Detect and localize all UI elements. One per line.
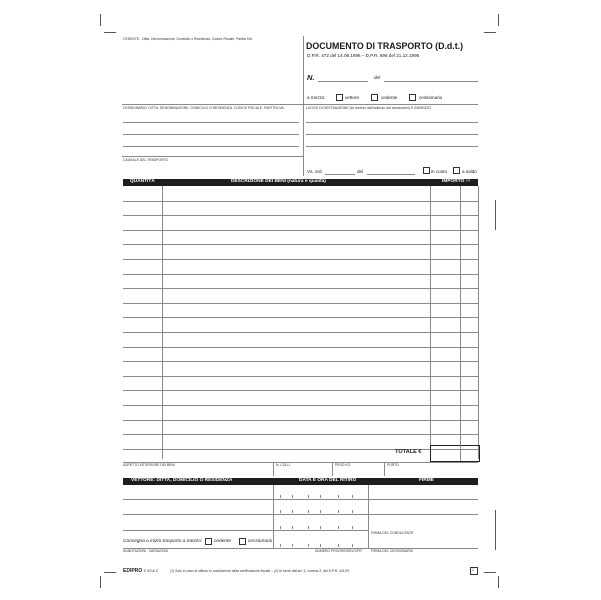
date-label: del — [374, 75, 381, 80]
causale-label: CAUSALE DEL TRASPORTO — [123, 158, 169, 162]
total-divider — [460, 445, 461, 461]
sender-label: CEDENTE - Ditta, Denominazione, Domicilio o Residenza, Codice Fiscale, Partita IVA — [123, 37, 253, 41]
pickup-tick — [280, 526, 281, 529]
pickup-tick — [292, 510, 293, 513]
table-row[interactable] — [123, 244, 478, 245]
table-row[interactable] — [123, 434, 478, 435]
destination-line[interactable] — [306, 134, 478, 135]
cessionario-label: cessionario — [419, 95, 443, 100]
quantity-header: QUANTITÀ — [130, 179, 155, 184]
pickup-tick — [352, 544, 353, 547]
goods-row-line — [123, 462, 478, 463]
crop-mark — [104, 32, 116, 33]
carrier-divider — [368, 485, 369, 549]
table-column-divider — [460, 186, 461, 459]
table-row[interactable] — [123, 317, 478, 318]
vettore-checkbox[interactable] — [336, 94, 343, 101]
pickup-tick — [292, 544, 293, 547]
destination-line[interactable] — [306, 146, 478, 147]
pickup-tick — [320, 544, 321, 547]
table-row[interactable] — [123, 361, 478, 362]
destination-line[interactable] — [306, 122, 478, 123]
signatures-header: FIRME — [419, 478, 434, 483]
porto-label: PORTO — [387, 463, 399, 467]
goods-divider — [384, 462, 385, 476]
vettore-label: vettore — [345, 95, 360, 100]
pickup-tick — [320, 510, 321, 513]
table-right-border — [478, 186, 479, 459]
total-label: TOTALE € — [395, 449, 422, 455]
table-row[interactable] — [123, 259, 478, 260]
pickup-tick — [352, 510, 353, 513]
pickup-tick — [308, 510, 309, 513]
order-line[interactable] — [325, 174, 355, 175]
pickup-tick — [320, 526, 321, 529]
table-row[interactable] — [123, 449, 478, 450]
document-title: DOCUMENTO DI TRASPORTO (D.d.t.) — [306, 41, 464, 52]
table-row[interactable] — [123, 420, 478, 421]
description-header: DESCRIZIONE DEI BENI (natura e qualità) — [231, 179, 326, 184]
side-mark — [495, 510, 496, 550]
number-line[interactable] — [318, 81, 368, 82]
pickup-tick — [308, 544, 309, 547]
pickup-header: DATA E ORA DEL RITIRO — [299, 478, 357, 483]
a-saldo-label: a saldo — [462, 169, 477, 174]
carrier-header-bar — [123, 478, 478, 485]
amount-header: IMPORTO — [442, 179, 465, 184]
cessionario-line[interactable] — [123, 122, 299, 123]
transport-label: a mezzo: — [307, 95, 326, 100]
section-divider — [122, 104, 478, 105]
consegna-cedente-label: cedente — [214, 539, 232, 544]
total-box[interactable] — [430, 445, 480, 462]
recipient-signature-label: FIRMA DEL CESSIONARIO — [371, 549, 414, 553]
consegna-cedente-checkbox[interactable] — [205, 538, 212, 545]
crop-mark — [498, 576, 499, 588]
pickup-tick — [338, 510, 339, 513]
driver-signature-label: FIRMA DEL CONDUCENTE — [371, 531, 414, 535]
annotation-line — [123, 548, 478, 549]
goods-divider — [273, 462, 274, 476]
table-row[interactable] — [123, 347, 478, 348]
table-column-divider — [162, 186, 163, 459]
crop-mark — [484, 32, 496, 33]
pickup-tick — [292, 526, 293, 529]
pickup-tick — [338, 544, 339, 547]
a-saldo-checkbox[interactable] — [453, 167, 460, 174]
pickup-tick — [308, 495, 309, 498]
cedente-checkbox[interactable] — [371, 94, 378, 101]
cessionario-label: CESSIONARIO: DITTA, DENOMINAZIONE, DOMICILIO O RESIDENZA, CODICE FISCALE, PARTITA IVA — [123, 106, 284, 110]
carrier-divider — [273, 485, 274, 549]
section-divider — [122, 156, 303, 157]
table-row[interactable] — [123, 405, 478, 406]
table-row[interactable] — [123, 274, 478, 275]
order-date-line[interactable] — [367, 174, 415, 175]
in-conto-label: in conto — [431, 169, 448, 174]
table-row[interactable] — [123, 376, 478, 377]
crop-mark — [104, 572, 116, 573]
goods-divider — [332, 462, 333, 476]
crop-mark — [100, 576, 101, 588]
carrier-line[interactable] — [123, 530, 368, 531]
pickup-tick — [280, 544, 281, 547]
pickup-tick — [352, 526, 353, 529]
table-row[interactable] — [123, 303, 478, 304]
crop-mark — [100, 14, 101, 26]
number-label: N. — [307, 73, 315, 82]
brand-logo: EDIPRO — [123, 568, 143, 574]
crop-mark — [498, 14, 499, 26]
destination-label: LUOGO DI DESTINAZIONE (se diverso dall'indirizzo del cessionario) E INDIRIZZO — [306, 106, 432, 110]
table-row[interactable] — [123, 215, 478, 216]
cessionario-line[interactable] — [123, 146, 299, 147]
colli-label: N. COLLI — [276, 463, 291, 467]
pickup-tick — [352, 495, 353, 498]
pickup-tick — [292, 495, 293, 498]
aspetto-label: ASPETTO ESTERIORE DEI BENI — [123, 463, 175, 467]
table-column-divider — [430, 186, 431, 459]
table-row[interactable] — [123, 390, 478, 391]
cessionario-line[interactable] — [123, 134, 299, 135]
pickup-tick — [338, 495, 339, 498]
cedente-label: cedente — [381, 95, 398, 100]
crop-mark — [484, 572, 496, 573]
date-line[interactable] — [384, 81, 478, 82]
footnote: (1) Solo in caso di utilizzo in sostituzione della certificazione fiscale – (2) Ai sensi dell'art. 3, comma 2, del D.P.R. 441/97. — [170, 569, 351, 573]
annotazioni-label: ANNOTAZIONI - VARIAZIONI — [123, 549, 168, 553]
items-table-header — [123, 179, 478, 186]
pickup-tick — [308, 526, 309, 529]
amount-note: (1) — [466, 178, 471, 182]
consegna-cessionario-checkbox[interactable] — [239, 538, 246, 545]
order-label: Vs. ord. — [307, 169, 323, 174]
side-mark — [495, 200, 496, 230]
table-row[interactable] — [123, 332, 478, 333]
consegna-label: Consegna o inizio trasporto a mezzo: — [123, 539, 203, 544]
numero-label: NUMERO PROGRESSIVO/PR — [315, 549, 362, 553]
table-row[interactable] — [123, 230, 478, 231]
cessionario-checkbox[interactable] — [409, 94, 416, 101]
pickup-tick — [280, 510, 281, 513]
product-code: E 5216 C — [144, 569, 159, 573]
peso-label: PESO KG — [335, 463, 351, 467]
table-row[interactable] — [123, 201, 478, 202]
carrier-line[interactable] — [123, 499, 478, 500]
law-reference: D.P.R. 472 del 14.08.1996 – D.P.R. 696 del 21.12.1996 — [307, 53, 420, 58]
pickup-tick — [338, 526, 339, 529]
transport-document — [120, 34, 480, 582]
order-date-label: del — [357, 169, 364, 174]
carrier-header: VETTORE: DITTA, DOMICILIO O RESIDENZA — [131, 478, 233, 483]
page-number: 1 — [472, 568, 474, 572]
in-conto-checkbox[interactable] — [423, 167, 430, 174]
pickup-tick — [320, 495, 321, 498]
table-row[interactable] — [123, 288, 478, 289]
consegna-cessionario-label: cessionario — [248, 539, 273, 544]
pickup-tick — [280, 495, 281, 498]
recipient-divider — [303, 104, 304, 176]
carrier-line[interactable] — [123, 514, 478, 515]
